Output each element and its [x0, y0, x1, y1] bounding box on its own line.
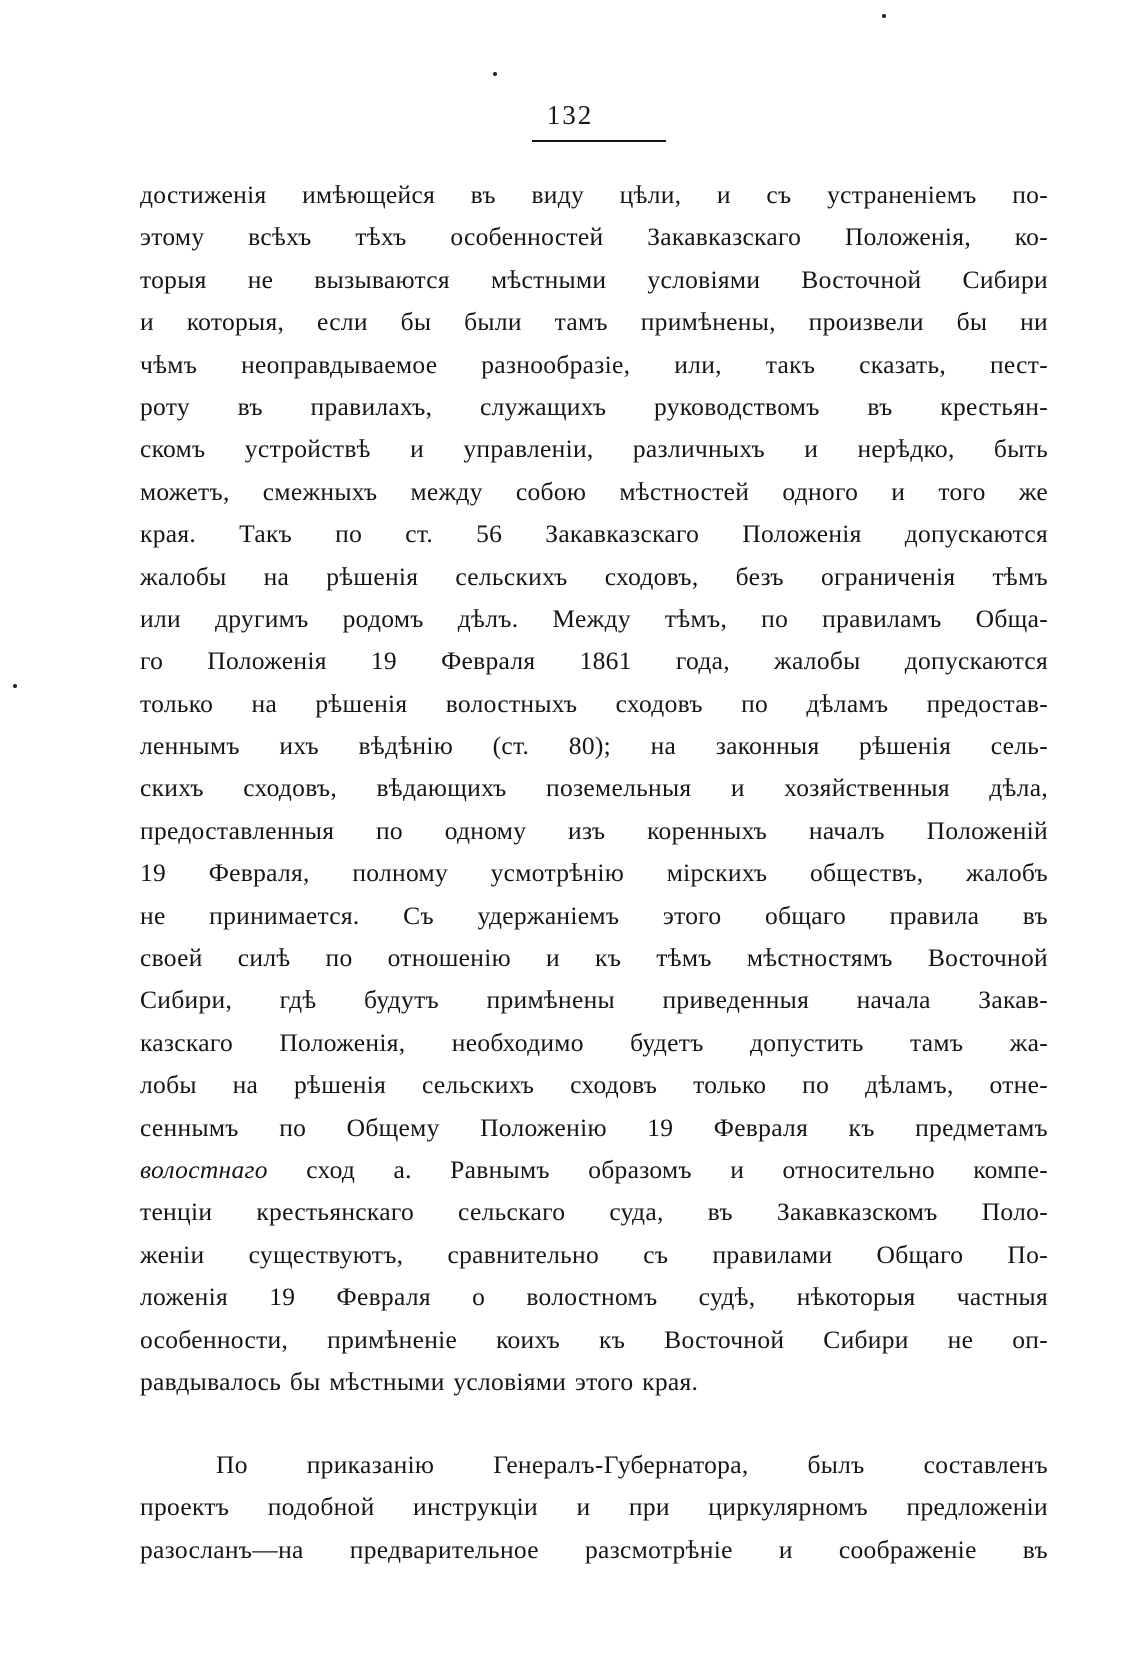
text-line: торыя не вызываются мѣстными условіями Восточной Сибири [140, 264, 1048, 294]
text-line: этому всѣхъ тѣхъ особенностей Закавказскаго Положенія, ко- [140, 222, 1048, 252]
page-number-rule [532, 140, 666, 142]
text-line: предоставленныя по одному изъ коренныхъ началъ Положеній [140, 815, 1048, 845]
text-line: особенности, примѣненіе коихъ къ Восточной Сибири не оп- [140, 1324, 1048, 1354]
text-line: казскаго Положенія, необходимо будетъ допустить тамъ жа- [140, 1027, 1048, 1057]
text-line: достиженія имѣющейся въ виду цѣли, и съ устраненіемъ по- [140, 180, 1048, 209]
scan-speck [13, 684, 17, 688]
text-line: леннымъ ихъ вѣдѣнію (ст. 80); на законныя рѣшенія сель- [140, 731, 1048, 761]
text-line: скомъ устройствѣ и управленіи, различныхъ и нерѣдко, быть [140, 434, 1048, 464]
text-line: чѣмъ неоправдываемое разнообразіе, или, такъ сказать, пест- [140, 349, 1048, 379]
text-line: и которыя, если бы были тамъ примѣнены, произвели бы ни [140, 307, 1048, 337]
text-line-with-emphasis: волостнаго сход а. Равнымъ образомъ и относительно компе- [140, 1154, 1048, 1184]
text-line: края. Такъ по ст. 56 Закавказскаго Положенія допускаются [140, 519, 1048, 549]
scan-speck [882, 14, 886, 18]
text-line: ложенія 19 Февраля о волостномъ судѣ, нѣкоторыя частныя [140, 1282, 1048, 1312]
text-line: скихъ сходовъ, вѣдающихъ поземельныя и хозяйственныя дѣла, [140, 773, 1048, 803]
text-line: Сибири, гдѣ будутъ примѣнены приведенныя начала Закав- [140, 985, 1048, 1015]
text-line: разосланъ—на предварительное разсмотрѣніе и соображеніе въ [140, 1534, 1048, 1564]
text-line: сеннымъ по Общему Положенію 19 Февраля къ предметамъ [140, 1112, 1048, 1142]
text-line: лобы на рѣшенія сельскихъ сходовъ только по дѣламъ, отне- [140, 1070, 1048, 1100]
text-line: только на рѣшенія волостныхъ сходовъ по дѣламъ предостав- [140, 688, 1048, 718]
text-line: не принимается. Съ удержаніемъ этого общаго правила въ [140, 900, 1048, 930]
text-line: го Положенія 19 Февраля 1861 года, жалобы допускаются [140, 646, 1048, 676]
text-line: роту въ правилахъ, служащихъ руководствомъ въ крестьян- [140, 391, 1048, 421]
text-line: своей силѣ по отношенію и къ тѣмъ мѣстностямъ Восточной [140, 943, 1048, 973]
text-line: тенціи крестьянскаго сельскаго суда, въ Закавказскомъ Поло- [140, 1197, 1048, 1227]
text-line: можетъ, смежныхъ между собою мѣстностей одного и того же [140, 476, 1048, 506]
text-line: проектъ подобной инструкціи и при циркулярномъ предложеніи [140, 1492, 1048, 1522]
text-line: или другимъ родомъ дѣлъ. Между тѣмъ, по правиламъ Обща- [140, 603, 1048, 633]
italic-emphasis: волостнаго [140, 1154, 268, 1184]
paragraph-1 [140, 174, 1048, 1403]
text-line: женіи существуютъ, сравнительно съ правилами Общаго По- [140, 1239, 1048, 1269]
text-line: жалобы на рѣшенія сельскихъ сходовъ, безъ ограниченія тѣмъ [140, 561, 1048, 591]
scan-speck [493, 72, 497, 76]
page-number: 132 [546, 100, 594, 130]
text-line: По приказанію Генералъ-Губернатора, былъ составленъ [216, 1450, 1048, 1479]
text-line: равдывалось бы мѣстными условіями этого края. [140, 1366, 699, 1396]
paragraph-2 [140, 1444, 1048, 1571]
text-line: 19 Февраля, полному усмотрѣнію мірскихъ обществъ, жалобъ [140, 858, 1048, 888]
